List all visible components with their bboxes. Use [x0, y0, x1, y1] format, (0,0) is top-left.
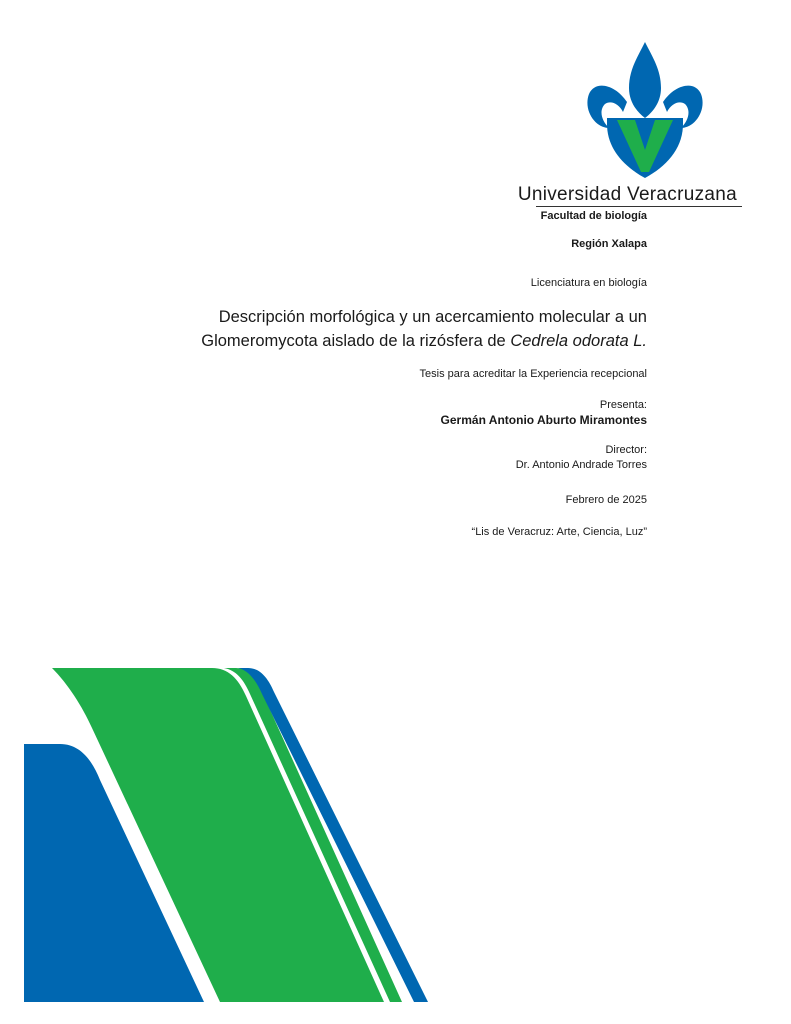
region-name: Región Xalapa — [571, 238, 647, 250]
header-divider — [536, 206, 742, 207]
thesis-date: Febrero de 2025 — [565, 494, 647, 506]
thesis-title-line2 — [201, 329, 647, 353]
author-name: Germán Antonio Aburto Miramontes — [440, 413, 647, 427]
thesis-title-line1: Descripción morfológica y un acercamiento molecular a un — [218, 308, 647, 326]
thesis-title — [201, 305, 647, 353]
decorative-swoosh-graphic — [0, 640, 791, 1024]
university-motto: “Lis de Veracruz: Arte, Ciencia, Luz” — [471, 526, 647, 538]
faculty-name: Facultad de biología — [540, 210, 647, 222]
director-label: Director: — [605, 444, 647, 456]
thesis-title-line2-prefix: Glomeromycota aislado de la rizósfera de — [201, 332, 511, 350]
program-name: Licenciatura en biología — [530, 277, 647, 289]
director-name: Dr. Antonio Andrade Torres — [515, 459, 647, 471]
university-logo-icon — [585, 40, 705, 180]
presenta-label: Presenta: — [599, 399, 647, 411]
thesis-purpose: Tesis para acreditar la Experiencia recepcional — [419, 368, 647, 380]
university-name: Universidad Veracruzana — [517, 184, 737, 205]
thesis-title-species: Cedrela odorata L. — [510, 332, 647, 350]
